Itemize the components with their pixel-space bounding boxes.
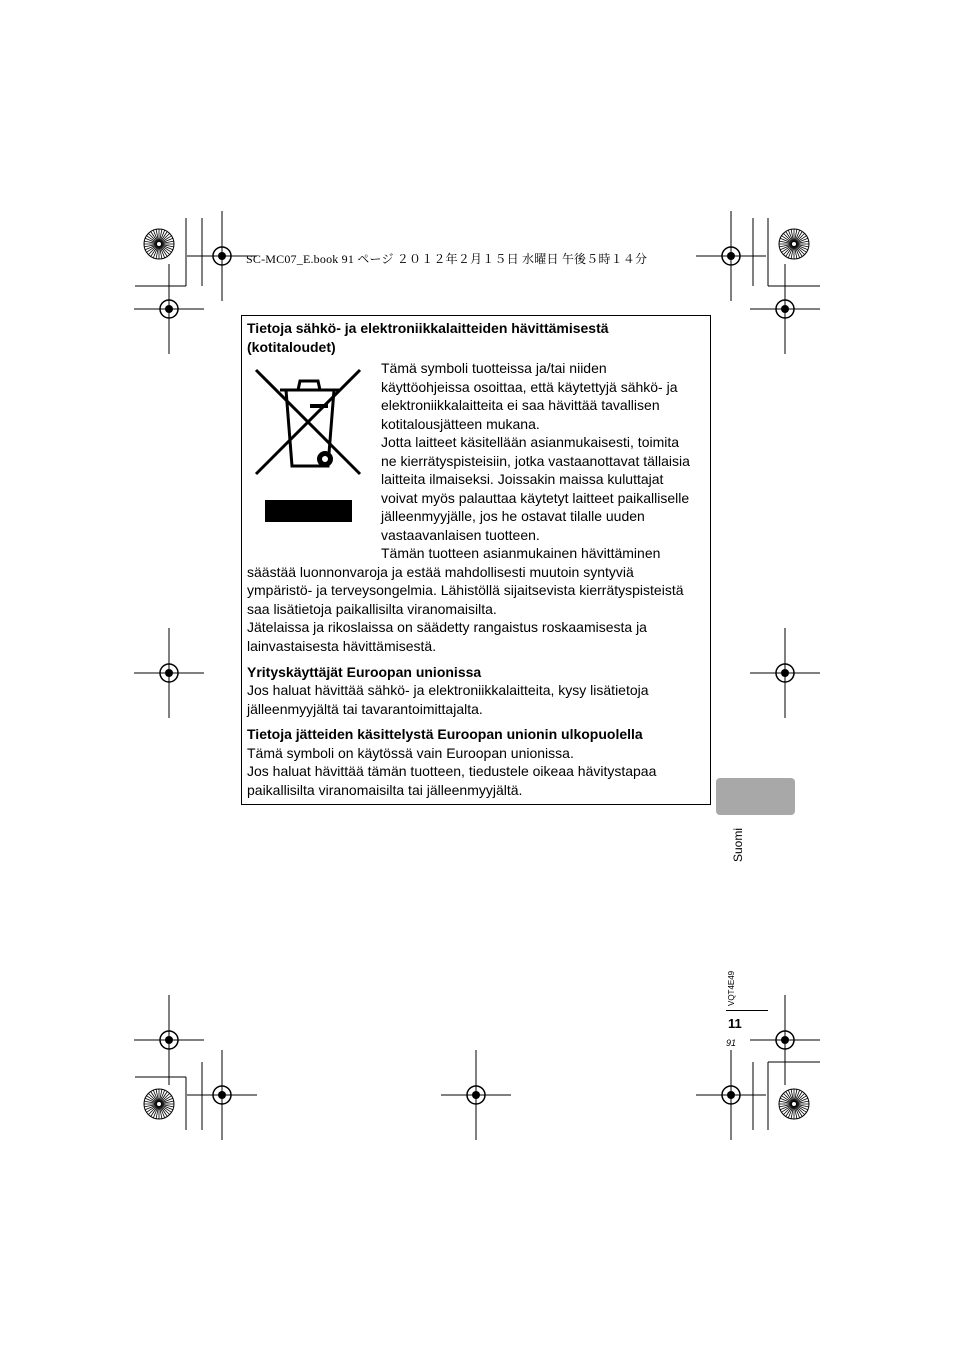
outside-eu-text-line: paikallisilta viranomaisilta tai jälleenmyyjältä.: [247, 782, 523, 798]
notice-text-line: laitteita ilmaiseksi. Joissakin maissa kuluttajat: [381, 471, 664, 487]
business-heading: Yrityskäyttäjät Euroopan unionissa: [247, 664, 482, 680]
notice-text-line: elektroniikkalaitteita ei saa hävittää tavallisen: [381, 397, 660, 413]
notice-text-line: Tämä symboli tuotteissa ja/tai niiden: [381, 360, 607, 376]
notice-text-line: Tämän tuotteen asianmukainen hävittäminen: [381, 545, 661, 561]
page-number: 11: [728, 1016, 742, 1031]
notice-text-line: saa lisätietoja paikallisilta viranomaisilta.: [247, 601, 497, 617]
notice-text-line: käyttöohjeissa osoittaa, että käytettyjä sähkö- ja: [381, 379, 678, 395]
business-text-line: jälleenmyyjältä tai tavarantoimittajalta.: [247, 701, 483, 717]
crossed-out-wheelie-bin-icon: [252, 366, 364, 526]
print-header: SC-MC07_E.book 91 ページ ２０１２年２月１５日 水曜日 午後５時１４分: [246, 252, 648, 266]
notice-text-line: säästää luonnonvaroja ja estää mahdollisesti muutoin syntyviä: [247, 564, 634, 580]
divider: [726, 1010, 768, 1011]
language-label: Suomi: [731, 827, 745, 862]
outside-eu-text-line: Jos haluat hävittää tämän tuotteen, tiedustele oikeaa hävitystapaa: [247, 763, 657, 779]
notice-text-line: vastaavanlaisen tuotteen.: [381, 527, 540, 543]
notice-text-line: Jotta laitteet käsitellään asianmukaisesti, toimita: [381, 434, 680, 450]
notice-text-line: ne kierrätyspisteisiin, jotka vastaanottavat tällaisia: [381, 453, 690, 469]
notice-text-line: voivat myös palauttaa käytetyt laitteet paikalliselle: [381, 490, 690, 506]
language-tab: [716, 778, 795, 815]
notice-text-line: lainvastaisesta hävittämisestä.: [247, 638, 437, 654]
notice-text-line: Jätelaissa ja rikoslaissa on säädetty rangaistus roskaamisesta ja: [247, 619, 647, 635]
notice-text-line: jälleenmyyjälle, jos he ostavat tilalle uuden: [381, 508, 645, 524]
model-code: VQT4E49: [727, 970, 736, 1006]
notice-text-line: ympäristö- ja terveysongelmia. Lähistöllä sijaitsevista kierrätyspisteistä: [247, 582, 684, 598]
business-text-line: Jos haluat hävittää sähkö- ja elektroniikkalaitteita, kysy lisätietoja: [247, 682, 649, 698]
outside-eu-heading: Tietoja jätteiden käsittelystä Euroopan unionin ulkopuolella: [247, 726, 643, 742]
outside-eu-text-line: Tämä symboli on käytössä vain Euroopan unionissa.: [247, 745, 574, 761]
notice-text-line: kotitalousjätteen mukana.: [381, 416, 540, 432]
notice-title-line1: Tietoja sähkö- ja elektroniikkalaitteiden hävittämisestä: [247, 320, 609, 336]
notice-title-line2: (kotitaloudet): [247, 339, 336, 355]
book-page-number: 91: [726, 1038, 737, 1048]
